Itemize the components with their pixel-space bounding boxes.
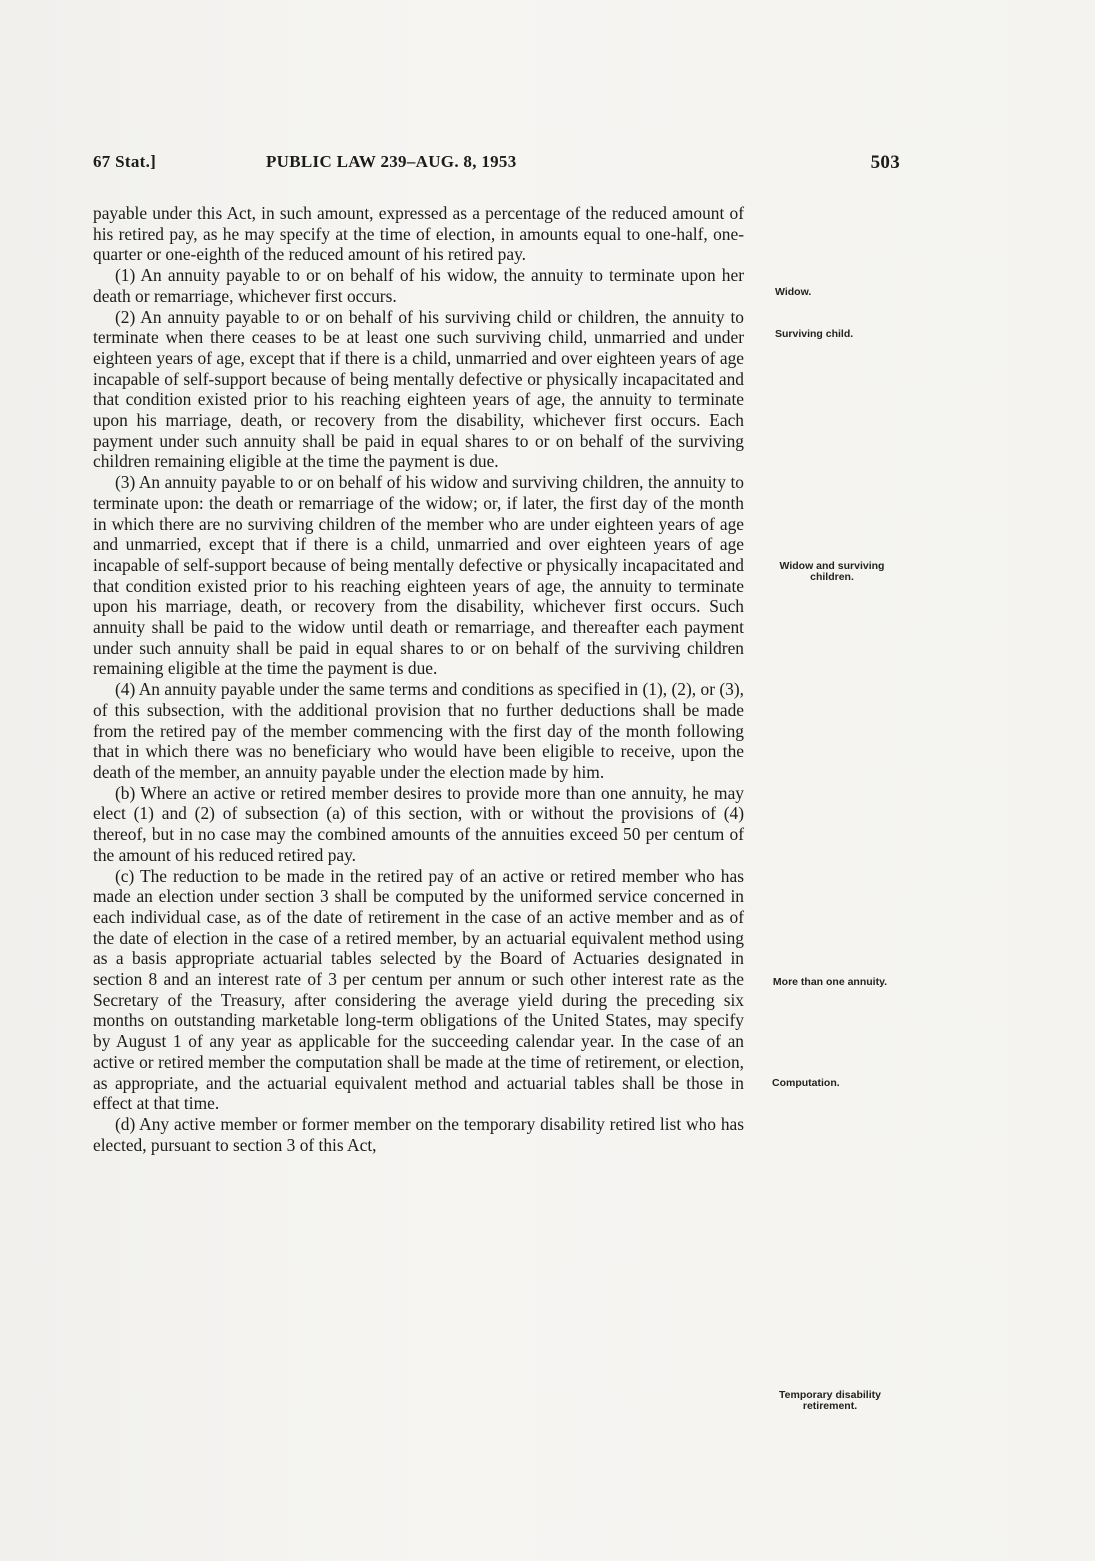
body-text xyxy=(93,203,744,1155)
margin-note-widow-and-children: Widow and surviving children. xyxy=(779,560,885,583)
page-header xyxy=(93,152,900,178)
paragraph-a1: (1) An annuity payable to or on behalf of his widow, the annuity to terminate upon her death or remarriage, whichever first occurs. xyxy=(93,265,744,306)
running-title: PUBLIC LAW 239–AUG. 8, 1953 xyxy=(266,152,517,171)
paragraph-intro: payable under this Act, in such amount, expressed as a percentage of the reduced amount of his retired pay, as he may specify at the time of election, in amounts equal to one-half, one-quarter or one-eighth of the reduced amount of his retired pay. xyxy=(93,203,744,265)
margin-note-computation: Computation. xyxy=(772,1077,840,1089)
margin-note-temporary: Temporary disability retirement. xyxy=(779,1389,881,1412)
paragraph-c: (c) The reduction to be made in the retired pay of an active or retired member who has made an election under section 3 shall be computed by the uniformed service concerned in each individual case, as of the date of retirement in the case of an active member and as of the date of election in the case of a retired member, by an actuarial equivalent method using as a basis appropriate actuarial tables selected by the Board of Actuaries designated in section 8 and an interest rate of 3 per centum per annum or such other interest rate as the Secretary of the Treasury, after considering the average yield during the preceding six months on outstanding marketable long-term obligations of the United States, may specify by August 1 of any year as applicable for the succeeding calendar year. In the case of an active or retired member the computation shall be made at the time of retirement, or election, as appropriate, and the actuarial equivalent method and actuarial tables shall be those in effect at that time. xyxy=(93,865,744,1114)
statute-volume: 67 Stat.] xyxy=(93,152,157,171)
page-number: 503 xyxy=(870,152,900,173)
paragraph-d: (d) Any active member or former member on the temporary disability retired list who has elected, pursuant to section 3 of this Act, xyxy=(93,1113,744,1155)
margin-note-widow: Widow. xyxy=(775,286,812,298)
margin-note-surviving-child: Surviving child. xyxy=(775,328,854,340)
margin-note-more-than-one: More than one annuity. xyxy=(772,976,888,988)
paragraph-a3: (3) An annuity payable to or on behalf of his widow and surviving children, the annuity to terminate upon: the death or remarriage of the widow; or, if later, the first day of the month in which there are no surviving children of the member who are under eighteen years of age and unmarried, except that if there is a child, unmarried and over eighteen years of age incapable of self-support because of being mentally defective or physically incapacitated and that condition existed prior to his reaching eighteen years of age, the annuity to terminate upon his marriage, death, or recovery from the disability, whichever first occurs. Such annuity shall be paid to the widow until death or remarriage, and thereafter each payment under such annuity shall be paid in equal shares to or on behalf of the surviving children remaining eligible at the time the payment is due. xyxy=(93,472,744,679)
paragraph-a2: (2) An annuity payable to or on behalf of his surviving child or children, the annuity to terminate when there ceases to be at least one such surviving child, unmarried and under eighteen years of age, except that if there is a child, unmarried and over eighteen years of age incapable of self-support because of being mentally defective or physically incapacitated and that condition existed prior to his reaching eighteen years of age, the annuity to terminate upon his marriage, death, or recovery from the disability, whichever first occurs. Each payment under such annuity shall be paid in equal shares to or on behalf of the surviving children remaining eligible at the time the payment is due. xyxy=(93,306,744,472)
paragraph-b: (b) Where an active or retired member desires to provide more than one annuity, he may elect (1) and (2) of subsection (a) of this section, with or without the provisions of (4) thereof, but in no case may the combined amounts of the annuities exceed 50 per centum of the amount of his reduced retired pay. xyxy=(93,782,744,865)
paragraph-a4: (4) An annuity payable under the same terms and conditions as specified in (1), (2), or (3), of this subsection, with the additional provision that no further deductions shall be made from the retired pay of the member commencing with the first day of the month following that in which there was no beneficiary who would have been eligible to receive, upon the death of the member, an annuity payable under the election made by him. xyxy=(93,679,744,782)
